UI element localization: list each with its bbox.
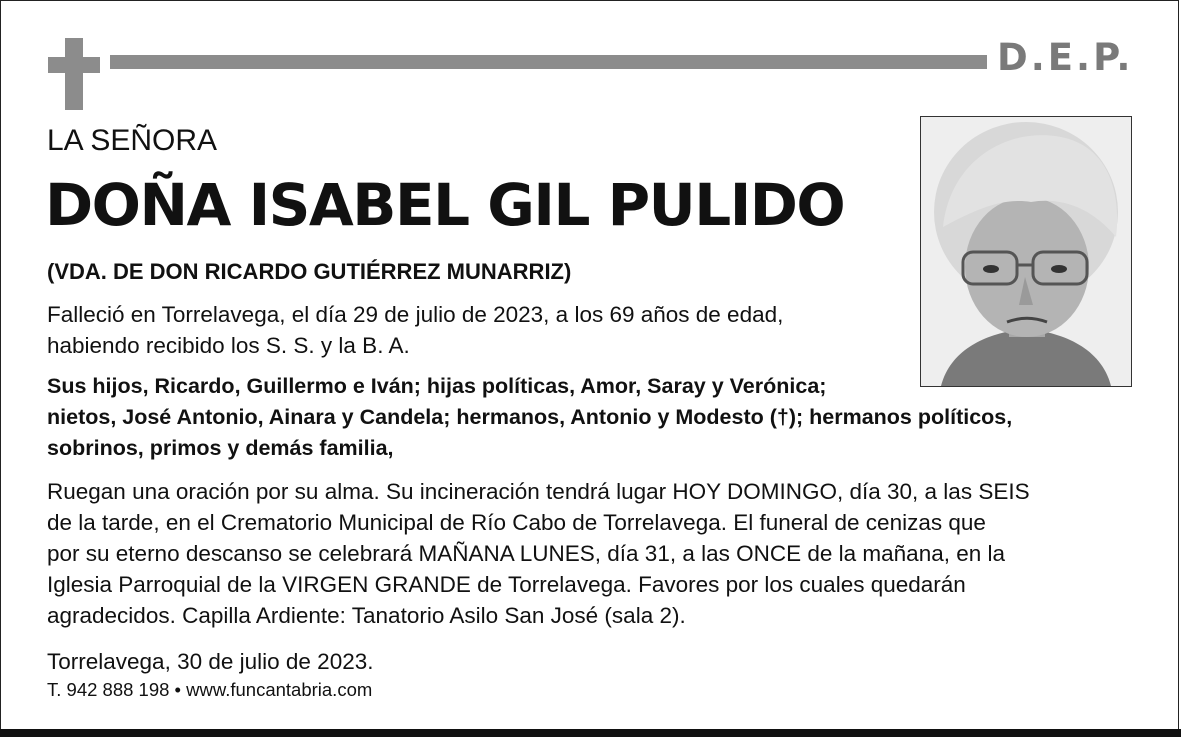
title-prefix: LA SEÑORA (47, 124, 218, 157)
contact-line: T. 942 888 198 • www.funcantabria.com (47, 679, 373, 700)
cross-icon (48, 38, 100, 110)
header-rule (110, 55, 987, 69)
service-line: Iglesia Parroquial de la VIRGEN GRANDE de Torrelavega. Favores por los cuales quedarán (47, 572, 966, 597)
service-line: Ruegan una oración por su alma. Su incineración tendrá lugar HOY DOMINGO, día 30, a las SEIS (47, 479, 1030, 504)
family-line: sobrinos, primos y demás familia, (47, 436, 394, 460)
widow-of: (VDA. DE DON RICARDO GUTIÉRREZ MUNARRIZ) (47, 259, 572, 284)
death-notice-line: Falleció en Torrelavega, el día 29 de julio de 2023, a los 69 años de edad, (47, 302, 784, 327)
portrait-image (921, 117, 1131, 386)
family-line: Sus hijos, Ricardo, Guillermo e Iván; hijas políticas, Amor, Saray y Verónica; (47, 374, 827, 398)
bottom-bar (0, 729, 1181, 737)
family-line: nietos, José Antonio, Ainara y Candela; hermanos, Antonio y Modesto (†); hermanos políticos, (47, 405, 1013, 429)
portrait-photo (920, 116, 1132, 387)
dep-label: D.E.P. (997, 36, 1134, 79)
death-notice (47, 299, 887, 361)
service-details (47, 476, 1157, 631)
date-line: Torrelavega, 30 de julio de 2023. (47, 649, 374, 674)
service-line: por su eterno descanso se celebrará MAÑANA LUNES, día 31, a las ONCE de la mañana, en la (47, 541, 1006, 566)
deceased-name: DOÑA ISABEL GIL PULIDO (45, 171, 845, 239)
death-notice-line: habiendo recibido los S. S. y la B. A. (47, 333, 410, 358)
service-line: de la tarde, en el Crematorio Municipal de Río Cabo de Torrelavega. El funeral de cenizas que (47, 510, 986, 535)
service-line: agradecidos. Capilla Ardiente: Tanatorio Asilo San José (sala 2). (47, 603, 686, 628)
